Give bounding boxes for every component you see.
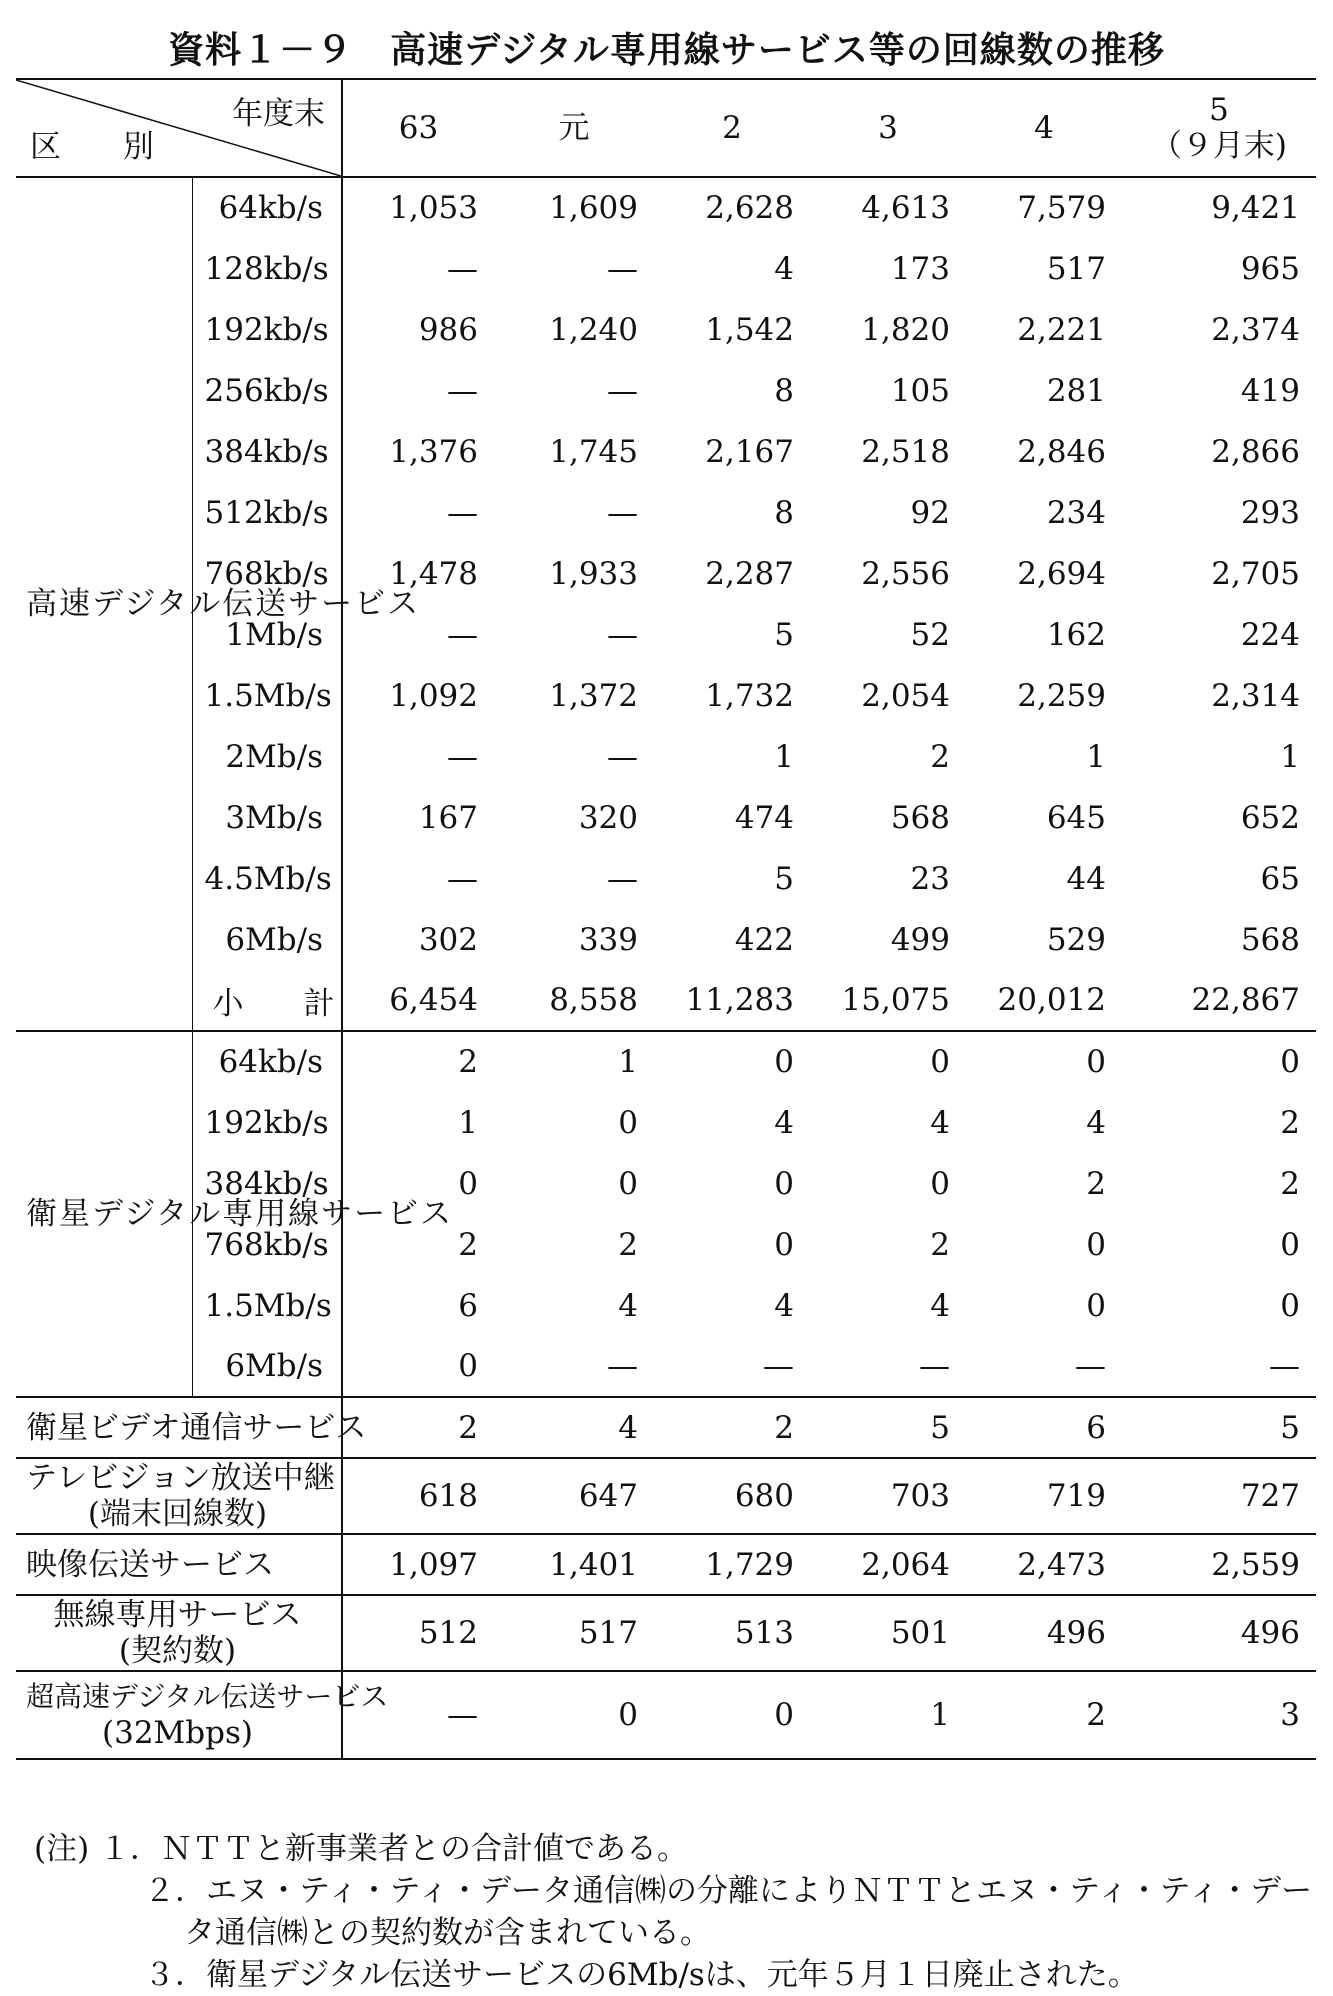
value-cell: 1 [1280,738,1300,775]
speed-label: 4.5Mb/s [192,848,342,909]
value-cell: 2,694 [1017,555,1106,592]
table-row [16,1092,1316,1153]
value-cell: 1,372 [549,677,638,714]
value-cell: 727 [1122,1458,1316,1534]
value-cell: 965 [1240,250,1300,287]
value-cell: — [607,494,638,531]
value-cell: — [447,250,478,287]
service-sublabel: (32Mbps) [102,1715,253,1751]
speed-label: 64kb/s [192,177,342,238]
value-cell: — [342,1671,494,1759]
table-row [16,421,1316,482]
value-cell: 0 [342,1336,494,1397]
note-line [34,1912,1324,1954]
subtotal-value: 11,283 [654,970,810,1031]
value-cell: 167 [418,799,478,836]
value-cell: 105 [890,372,950,409]
value-cell: 0 [774,1165,794,1202]
value-cell: 5 [774,860,794,897]
value-cell: 496 [966,1595,1122,1671]
value-cell: — [447,372,478,409]
value-cell: 4 [930,1287,950,1324]
value-cell: 0 [654,1671,810,1759]
value-cell: 2,287 [705,555,794,592]
value-cell: 1,820 [861,311,950,348]
speed-label: 64kb/s [192,1031,342,1092]
value-cell: 162 [1046,616,1106,653]
notes-prefix: (注) [34,1831,90,1867]
subtotal-row [16,970,1316,1031]
value-cell: 5 [810,1397,966,1458]
value-cell: 2,559 [1122,1534,1316,1595]
value-cell: 320 [578,799,638,836]
value-cell: 2,259 [1017,677,1106,714]
group-label-text: 衛星デジタル専用線サービス [26,1196,454,1232]
value-cell: 2,054 [861,677,950,714]
speed-label: 2Mb/s [192,726,342,787]
value-cell: — [607,738,638,775]
value-cell: 0 [618,1104,638,1141]
value-cell: 652 [1240,799,1300,836]
value-cell: — [607,372,638,409]
value-cell: 0 [1280,1226,1300,1263]
value-cell: 4 [774,1287,794,1324]
value-cell: — [607,860,638,897]
value-cell: 281 [1046,372,1106,409]
speed-label: 768kb/s [192,543,342,604]
value-cell: 2,167 [705,433,794,470]
value-cell: — [447,494,478,531]
value-cell: 302 [418,921,478,958]
speed-label: 6Mb/s [192,1336,342,1397]
service-name: テレビジョン放送中継 [26,1460,335,1496]
header-year: 3 [810,79,966,177]
table-row [16,1671,1316,1759]
value-cell: 419 [1240,372,1300,409]
speed-label: 1.5Mb/s [192,1275,342,1336]
value-cell: 5 [1122,1397,1316,1458]
value-cell: 173 [890,250,950,287]
header-year: 2 [654,79,810,177]
value-cell: 234 [1046,494,1106,531]
value-cell: — [654,1336,810,1397]
speed-label: 768kb/s [192,1214,342,1275]
value-cell: 719 [966,1458,1122,1534]
value-cell: 0 [1280,1044,1300,1080]
table-row [16,1397,1316,1458]
value-cell: 2 [654,1397,810,1458]
value-cell: 0 [618,1165,638,1202]
value-cell: — [447,738,478,775]
value-cell: 1,933 [549,555,638,592]
value-cell: 2,221 [1017,311,1106,348]
value-cell: 2,314 [1211,677,1300,714]
speed-label: 192kb/s [192,299,342,360]
value-cell: 1 [1086,738,1106,775]
value-cell: 0 [774,1226,794,1263]
note-line [34,1828,1324,1870]
notes [34,1828,1324,1996]
header-year-end-label: 年度末 [232,96,325,132]
value-cell: 4 [1086,1104,1106,1141]
value-cell: 0 [1086,1287,1106,1324]
table-row [16,360,1316,421]
value-cell: 2,064 [810,1534,966,1595]
header-year-last-note: （９月末) [1150,128,1288,164]
value-cell: 2,705 [1211,555,1300,592]
note-item: １．ＮＴＴと新事業者との合計値である。 [99,1831,689,1867]
value-cell: 0 [774,1044,794,1080]
value-cell: 1,745 [549,433,638,470]
value-cell: — [447,616,478,653]
value-cell: 1,401 [494,1534,654,1595]
group-label-text: 高速デジタル伝送サービス [26,586,421,622]
service-name: 無線専用サービス [53,1597,302,1633]
header-year-last-number: 5 [1209,92,1229,128]
speed-label: 3Mb/s [192,787,342,848]
value-cell: 4 [618,1287,638,1324]
page-title: 資料１－９ 高速デジタル専用線サービス等の回線数の推移 [168,30,1165,71]
value-cell: 1,732 [705,677,794,714]
value-cell: 4,613 [861,190,950,226]
value-cell: 2 [966,1671,1122,1759]
value-cell: 4 [494,1397,654,1458]
subtotal-label: 小計 [192,970,342,1031]
value-cell: 2 [930,1226,950,1263]
value-cell: 6 [966,1397,1122,1458]
table-row [16,726,1316,787]
subtotal-value: 22,867 [1122,970,1316,1031]
table-row [16,1336,1316,1397]
subtotal-value: 15,075 [810,970,966,1031]
value-cell: 23 [910,860,950,897]
table-row [16,482,1316,543]
value-cell: 703 [810,1458,966,1534]
subtotal-value: 20,012 [966,970,1122,1031]
value-cell: — [1122,1336,1316,1397]
table-row [16,238,1316,299]
table-row [16,787,1316,848]
value-cell: 2,374 [1211,311,1300,348]
table-row [16,665,1316,726]
value-cell: 2,518 [861,433,950,470]
service-label [16,1671,389,1759]
speed-label: 6Mb/s [192,909,342,970]
value-cell: 0 [1280,1287,1300,1324]
header-corner-cell [16,79,342,177]
value-cell: 4 [930,1104,950,1141]
value-cell: 501 [810,1595,966,1671]
value-cell: 3 [1122,1671,1316,1759]
value-cell: — [607,616,638,653]
table-row [16,1534,1316,1595]
service-label [16,1397,367,1458]
table-row [16,1031,1316,1092]
value-cell: 92 [910,494,950,531]
note-line [34,1954,1324,1996]
value-cell: 5 [774,616,794,653]
value-cell: 0 [930,1165,950,1202]
value-cell: 2 [1280,1165,1300,1202]
note-line [34,1870,1324,1912]
table-row [16,299,1316,360]
service-label [16,1595,342,1671]
subtotal-value: 8,558 [494,970,654,1031]
table-row [16,909,1316,970]
value-cell: 2 [930,738,950,775]
value-cell: 496 [1122,1595,1316,1671]
value-cell: 680 [654,1458,810,1534]
speed-label: 384kb/s [192,1153,342,1214]
value-cell: 2,628 [705,190,794,226]
value-cell: 517 [1046,250,1106,287]
value-cell: 2 [458,1226,478,1263]
value-cell: 339 [578,921,638,958]
service-label [16,1458,342,1534]
value-cell: 7,579 [1017,190,1106,226]
note-item: ３．衛星デジタル伝送サービスの6Mb/sは、元年５月１日廃止された。 [144,1957,1139,1993]
value-cell: 499 [890,921,950,958]
speed-label: 128kb/s [192,238,342,299]
value-cell: — [810,1336,966,1397]
value-cell: 1,092 [389,677,478,714]
value-cell: 2 [1086,1165,1106,1202]
table-row [16,848,1316,909]
header-year: 4 [966,79,1122,177]
value-cell: 4 [774,1104,794,1141]
header-category-label: 区 別 [30,129,180,165]
line-count-table [16,78,1316,1760]
service-name: 超高速デジタル伝送サービス [26,1680,389,1713]
header-year: 63 [342,79,494,177]
header-year-last [1122,79,1316,177]
value-cell: 293 [1240,494,1300,531]
value-cell: 647 [494,1458,654,1534]
value-cell: 1,053 [389,190,478,226]
value-cell: 2 [342,1397,494,1458]
value-cell: 65 [1260,860,1300,897]
value-cell: 224 [1240,616,1300,653]
value-cell: 1 [774,738,794,775]
value-cell: — [607,250,638,287]
note-item: タ通信㈱との契約数が含まれている。 [184,1915,711,1951]
speed-label: 384kb/s [192,421,342,482]
value-cell: 2,846 [1017,433,1106,470]
note-item: ２．エヌ・ティ・ティ・データ通信㈱の分離によりＮＴＴとエヌ・ティ・ティ・デー [144,1873,1313,1909]
table-row [16,177,1316,238]
value-cell: 0 [494,1671,654,1759]
value-cell: — [494,1336,654,1397]
value-cell: 2 [1280,1104,1300,1141]
value-cell: 1,376 [389,433,478,470]
speed-label: 256kb/s [192,360,342,421]
value-cell: 1 [810,1671,966,1759]
value-cell: 8 [774,494,794,531]
table-row [16,1458,1316,1534]
value-cell: 2,556 [861,555,950,592]
value-cell: 0 [458,1165,478,1202]
value-cell: 6 [458,1287,478,1324]
value-cell: 529 [1046,921,1106,958]
value-cell: 1 [618,1044,638,1080]
speed-label: 192kb/s [192,1092,342,1153]
table-row [16,1595,1316,1671]
value-cell: 4 [774,250,794,287]
header-year: 元 [494,79,654,177]
value-cell: 0 [930,1044,950,1080]
value-cell: 0 [1086,1226,1106,1263]
value-cell: 618 [342,1458,494,1534]
value-cell: — [447,860,478,897]
value-cell: 8 [774,372,794,409]
value-cell: 517 [494,1595,654,1671]
value-cell: — [966,1336,1122,1397]
service-name: 映像伝送サービス [26,1546,274,1583]
value-cell: 2,866 [1211,433,1300,470]
value-cell: 44 [1066,860,1106,897]
value-cell: 1,542 [705,311,794,348]
header-row [16,79,1316,177]
value-cell: 422 [734,921,794,958]
value-cell: 1,097 [342,1534,494,1595]
value-cell: 1,478 [389,555,478,592]
value-cell: 474 [734,799,794,836]
service-sublabel: (端末回線数) [87,1496,268,1532]
value-cell: 645 [1046,799,1106,836]
service-label [16,1534,342,1595]
value-cell: 0 [1086,1044,1106,1080]
speed-label: 1.5Mb/s [192,665,342,726]
service-sublabel: (契約数) [118,1633,237,1669]
service-name: 衛星ビデオ通信サービス [26,1409,367,1446]
value-cell: 1,609 [549,190,638,226]
value-cell: 2 [618,1226,638,1263]
value-cell: 52 [910,616,950,653]
value-cell: 9,421 [1211,190,1300,226]
value-cell: 2,473 [966,1534,1122,1595]
value-cell: 512 [342,1595,494,1671]
table-row [16,1275,1316,1336]
value-cell: 1 [458,1104,478,1141]
value-cell: 986 [418,311,478,348]
speed-label: 1Mb/s [192,604,342,665]
value-cell: 1,240 [549,311,638,348]
value-cell: 568 [890,799,950,836]
value-cell: 1,729 [654,1534,810,1595]
speed-label: 512kb/s [192,482,342,543]
value-cell: 513 [654,1595,810,1671]
value-cell: 2 [458,1044,478,1080]
subtotal-value: 6,454 [342,970,494,1031]
value-cell: 568 [1240,921,1300,958]
